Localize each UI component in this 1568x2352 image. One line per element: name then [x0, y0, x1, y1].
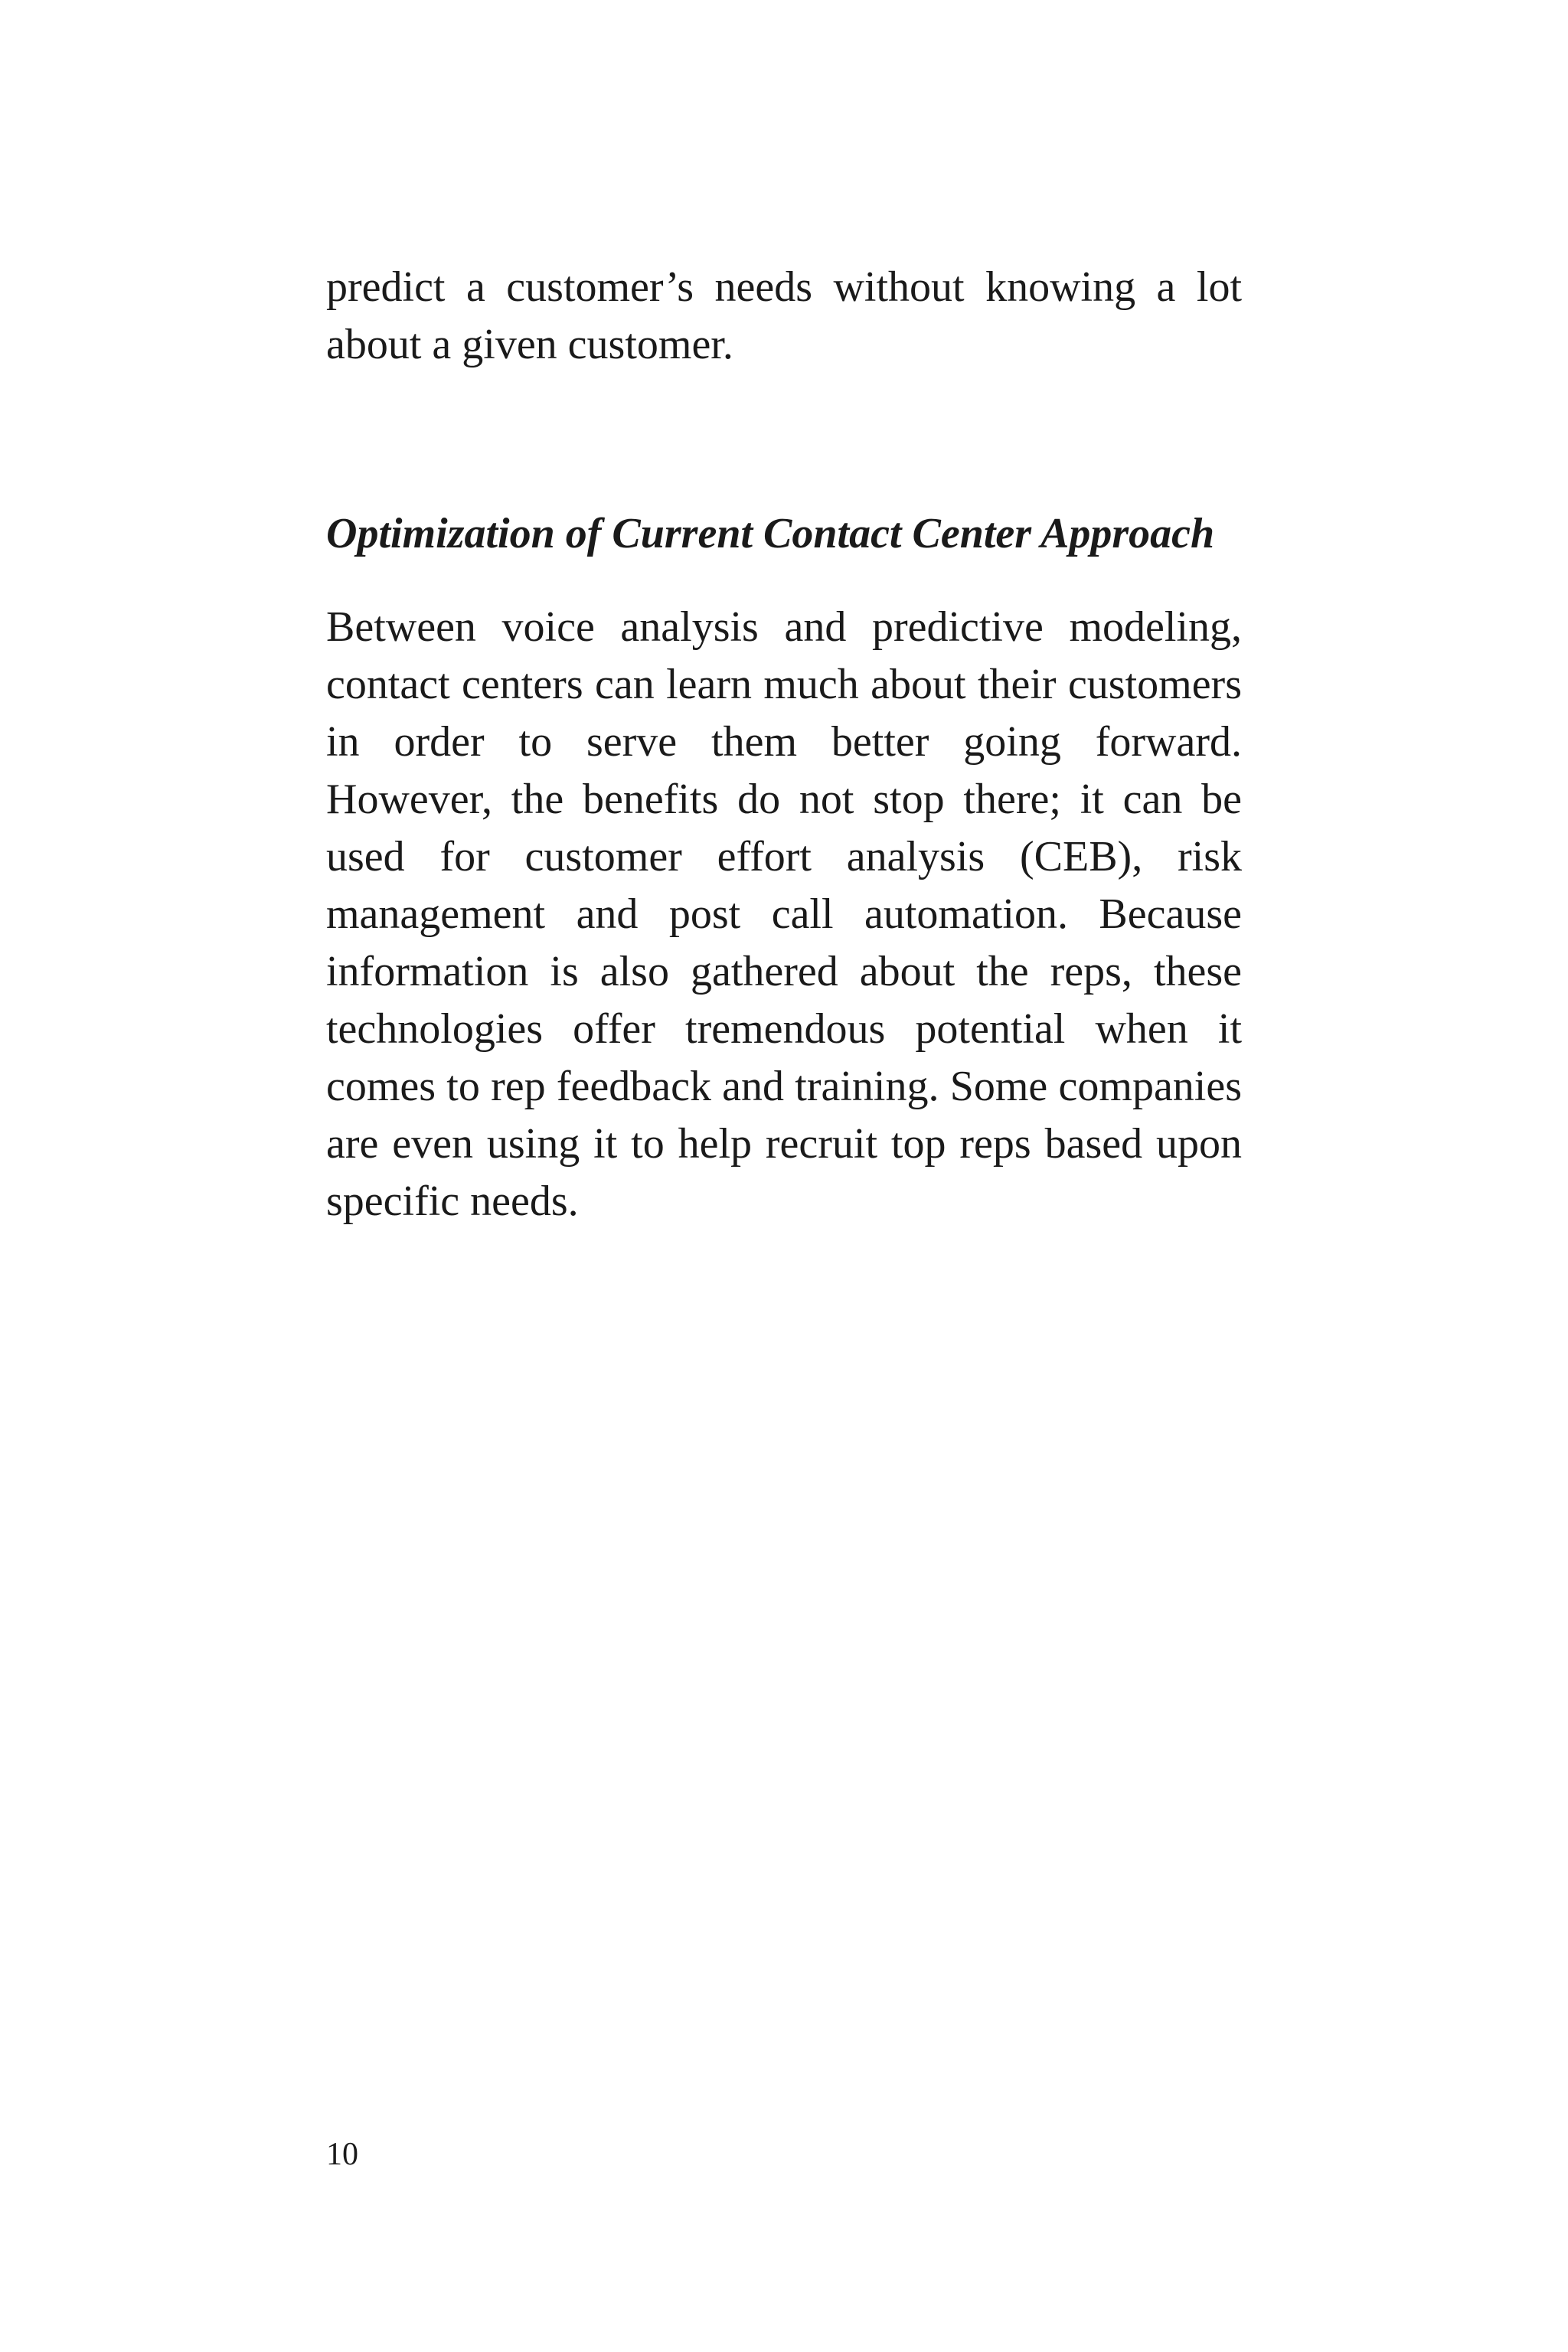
section-heading: Optimization of Current Contact Center Approach	[326, 510, 1215, 557]
body-paragraph: Between voice analysis and predictive modeling, contact centers can learn much about their customers in order to serve them better going forward. However, the benefits do not stop there; it can be used for customer effort analysis (CEB), risk management and post call automation. Because information is also gathered about the reps, these technologies offer tremendous potential when it comes to rep feedback and training. Some companies are even using it to help recruit top reps based upon specific needs.	[326, 603, 1242, 1225]
page-number: 10	[326, 2137, 358, 2172]
intro-paragraph: predict a customer’s needs without knowing a lot about a given customer.	[326, 263, 1242, 368]
